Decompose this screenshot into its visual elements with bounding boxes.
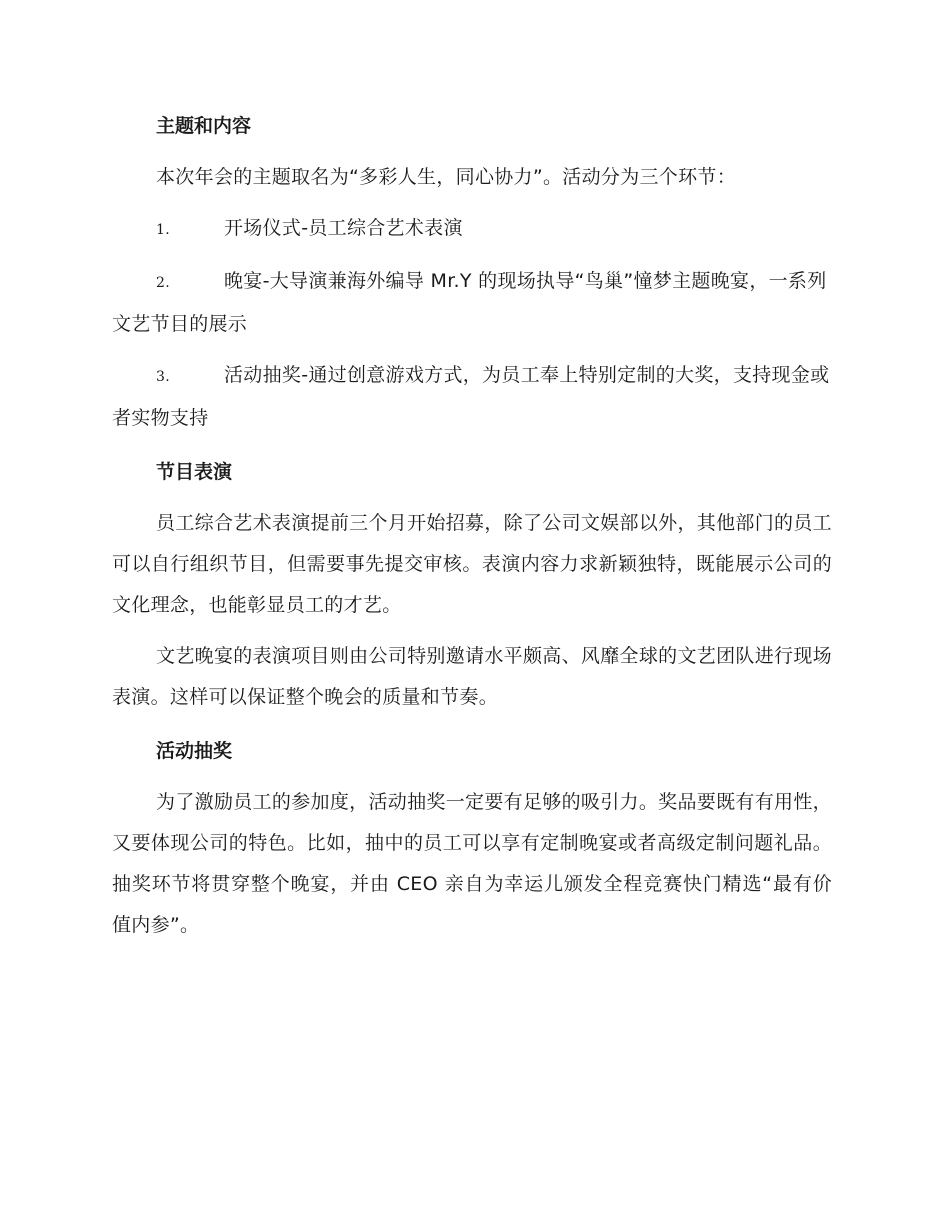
- list-number: 1.: [156, 222, 170, 238]
- performance-paragraph-1: 员工综合艺术表演提前三个月开始招募，除了公司文娱部以外，其他部门的员工可以自行组织节目，但需要事先提交审核。表演内容力求新颖独特，既能展示公司的文化理念，也能彰显员工的才艺。: [112, 512, 832, 616]
- section-heading-lottery: 活动抽奖: [156, 740, 233, 762]
- list-item-2: [112, 261, 832, 345]
- lottery-paragraph: 为了激励员工的参加度，活动抽奖一定要有足够的吸引力。奖品要既有有用性，又要体现公司的特色。比如，抽中的员工可以享有定制晚宴或者高级定制问题礼品。抽奖环节将贯穿整个晚宴，并由 CEO 亲自为幸运儿颁发全程竞赛快门精选“最有价值内参”。: [112, 791, 832, 936]
- list-number: 2.: [156, 275, 170, 291]
- section-heading-performance: 节目表演: [156, 461, 233, 483]
- list-item-text: 活动抽奖-通过创意游戏方式，为员工奉上特别定制的大奖，支持现金或者实物支持: [112, 364, 830, 429]
- list-item-text: 晚宴-大导演兼海外编导 Mr.Y 的现场执导“鸟巢”憧梦主题晚宴，一系列文艺节目的展示: [112, 270, 827, 335]
- list-item-1: [112, 208, 832, 251]
- list-item-text: 开场仪式-员工综合艺术表演: [224, 217, 463, 239]
- list-number: 3.: [156, 369, 170, 385]
- document-page: [112, 103, 832, 956]
- list-item-3: [112, 355, 832, 439]
- section-heading-theme: 主题和内容: [156, 115, 252, 137]
- theme-intro-paragraph: 本次年会的主题取名为“多彩人生，同心协力”。活动分为三个环节：: [156, 166, 736, 188]
- performance-paragraph-2: 文艺晚宴的表演项目则由公司特别邀请水平颇高、风靡全球的文艺团队进行现场表演。这样可以保证整个晚会的质量和节奏。: [112, 645, 832, 708]
